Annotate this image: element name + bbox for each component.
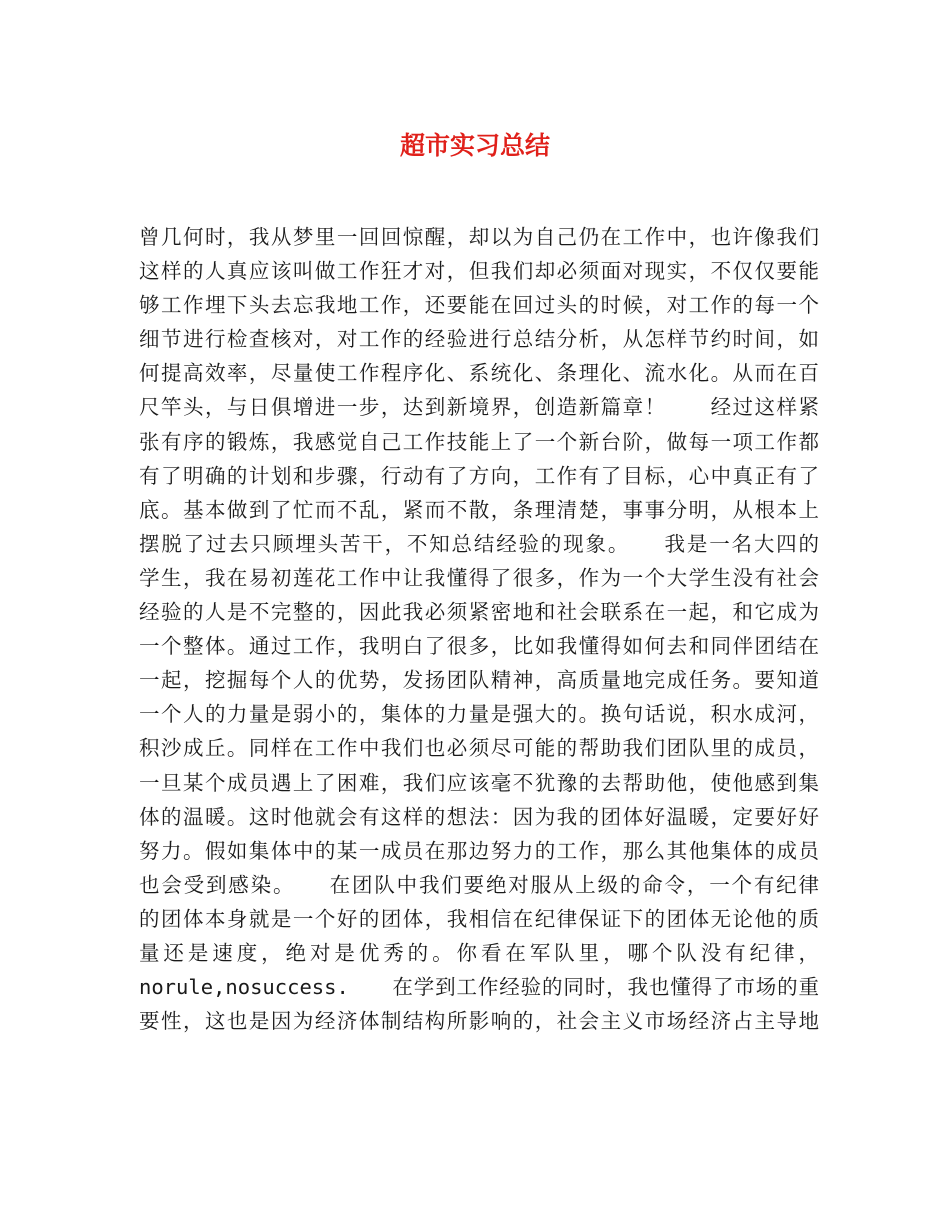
body-line: 细节进行检查核对，对工作的经验进行总结分析，从怎样节约时间，如	[139, 327, 819, 352]
body-line: 一旦某个成员遇上了困难，我们应该毫不犹豫的去帮助他，使他感到集	[139, 770, 819, 795]
body-line: 量还是速度，绝对是优秀的。你看在军队里，哪个队没有纪律，	[139, 940, 819, 965]
body-line: 体的温暖。这时他就会有这样的想法：因为我的团体好温暖，定要好好	[139, 804, 819, 829]
body-line: 一个整体。通过工作，我明白了很多，比如我懂得如何去和同伴团结在	[139, 634, 819, 659]
body-line: 这样的人真应该叫做工作狂才对，但我们却必须面对现实，不仅仅要能	[139, 259, 819, 284]
body-line: 积沙成丘。同样在工作中我们也必须尽可能的帮助我们团队里的成员，	[139, 736, 819, 761]
body-line: 一起，挖掘每个人的优势，发扬团队精神，高质量地完成任务。要知道	[139, 668, 819, 693]
body-line: 够工作埋下头去忘我地工作，还要能在回过头的时候，对工作的每一个	[139, 293, 819, 318]
body-line: 经验的人是不完整的，因此我必须紧密地和社会联系在一起，和它成为	[139, 600, 819, 625]
body-line: 何提高效率，尽量使工作程序化、系统化、条理化、流水化。从而在百	[139, 361, 819, 386]
body-line: 有了明确的计划和步骤，行动有了方向，工作有了目标，心中真正有了	[139, 463, 819, 488]
body-line: norule,nosuccess. 在学到工作经验的同时，我也懂得了市场的重	[139, 975, 819, 1000]
document-title: 超市实习总结	[399, 131, 550, 160]
body-line: 一个人的力量是弱小的，集体的力量是强大的。换句话说，积水成河，	[139, 702, 819, 727]
body-line: 学生，我在易初莲花工作中让我懂得了很多，作为一个大学生没有社会	[139, 565, 819, 590]
body-line: 也会受到感染。 在团队中我们要绝对服从上级的命令，一个有纪律	[139, 872, 819, 897]
body-line: 的团体本身就是一个好的团体，我相信在纪律保证下的团体无论他的质	[139, 906, 819, 931]
body-line: 努力。假如集体中的某一成员在那边努力的工作，那么其他集体的成员	[139, 838, 819, 863]
document-body	[139, 220, 819, 1038]
body-line: 尺竿头，与日俱增进一步，达到新境界，创造新篇章！ 经过这样紧	[139, 395, 819, 420]
body-line: 曾几何时，我从梦里一回回惊醒，却以为自己仍在工作中，也许像我们	[139, 225, 819, 249]
body-line: 摆脱了过去只顾埋头苦干，不知总结经验的现象。 我是一名大四的	[139, 531, 819, 556]
body-line: 要性，这也是因为经济体制结构所影响的，社会主义市场经济占主导地	[139, 1009, 819, 1034]
body-line: 底。基本做到了忙而不乱，紧而不散，条理清楚，事事分明，从根本上	[139, 497, 819, 522]
body-line: 张有序的锻炼，我感觉自己工作技能上了一个新台阶，做每一项工作都	[139, 429, 819, 454]
